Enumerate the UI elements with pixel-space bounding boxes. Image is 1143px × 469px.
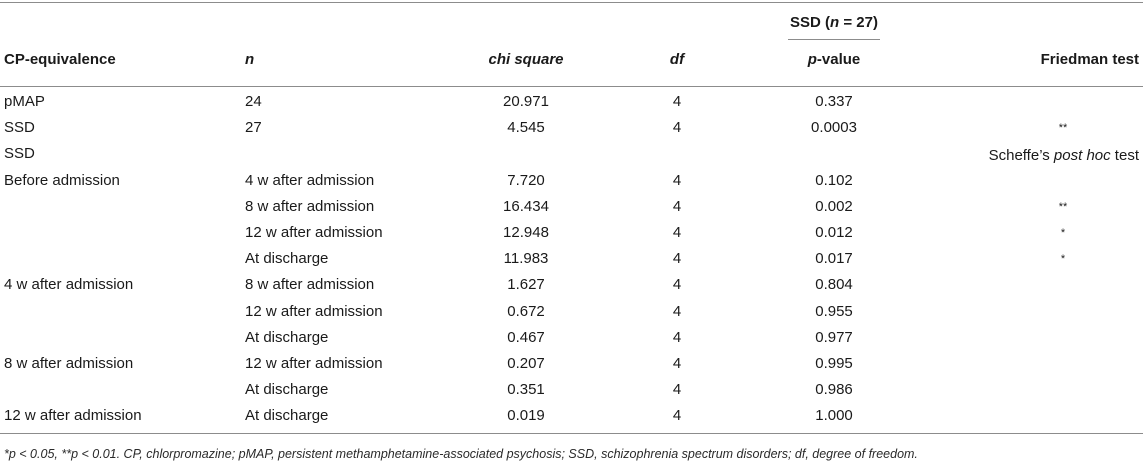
cell-df: 4 [672,198,682,215]
cell-n: 12 w after admission [245,224,383,241]
cell-p: 0.995 [815,355,853,372]
cell-chi: 4.545 [507,119,545,136]
cell-n: 8 w after admission [245,276,375,293]
cell-n: At discharge [245,407,329,424]
group-header [790,14,878,32]
cell-sig: * [1060,253,1066,265]
cell-df: 4 [672,381,682,398]
cell-p: 0.0003 [811,119,857,136]
cell-cp: pMAP [4,93,45,110]
group-header-n: n [830,14,840,31]
cell-chi: 0.351 [507,381,545,398]
cell-n: At discharge [245,329,329,346]
cell-cp: SSD [4,145,35,162]
footnote: *p < 0.05, **p < 0.01. CP, chlorpromazine; pMAP, persistent methamphetamine-associated psychosis; SSD, schizophrenia spectrum disorders; df, degree of freedom. [4,447,918,461]
cell-p: 0.012 [815,224,853,241]
cell-sig: * [1060,227,1066,239]
cell-n: 12 w after admission [245,303,383,320]
group-header-underline [788,39,880,40]
cell-chi: 16.434 [503,198,549,215]
header-rule [0,86,1143,87]
col-header-df-text: df [669,51,685,68]
cell-chi: 0.207 [507,355,545,372]
cell-chi: 0.467 [507,329,545,346]
group-header-tail: = 27) [839,14,878,31]
top-rule [0,2,1143,3]
group-header-text: SSD ( [790,14,831,31]
bottom-rule [0,433,1143,434]
cell-df: 4 [672,93,682,110]
cell-df: 4 [672,250,682,267]
cell-chi: 0.672 [507,303,545,320]
col-header-chi [488,51,563,69]
cell-chi: 7.720 [507,172,545,189]
col-header-df [670,51,684,69]
col-header-cp: CP-equivalence [4,51,116,68]
cell-p: 0.337 [815,93,853,110]
cell-df: 4 [672,303,682,320]
cell-df: 4 [672,172,682,189]
cell-p: 0.986 [815,381,853,398]
cell-n: 24 [245,93,262,110]
scheffe-suffix: test [1110,147,1139,164]
col-header-chi-text: chi square [488,51,564,68]
cell-chi: 1.627 [507,276,545,293]
col-header-p-italic: p [807,51,817,68]
cell-chi: 11.983 [503,250,549,267]
cell-p: 1.000 [815,407,853,424]
cell-cp: SSD [4,119,35,136]
cell-n: 27 [245,119,262,136]
col-header-p [808,51,861,69]
col-header-test: Friedman test [1040,51,1139,68]
cell-cp: 12 w after admission [4,407,142,424]
cell-p: 0.102 [815,172,853,189]
cell-df: 4 [672,329,682,346]
scheffe-label [989,147,1139,165]
cell-df: 4 [672,407,682,424]
cell-sig: ** [1058,201,1068,213]
cell-p: 0.017 [815,250,853,267]
cell-df: 4 [672,119,682,136]
scheffe-italic: post hoc [1053,147,1111,164]
cell-chi: 0.019 [507,407,545,424]
cell-sig: ** [1058,122,1068,134]
cell-df: 4 [672,224,682,241]
cell-cp: 4 w after admission [4,276,134,293]
col-header-n [245,51,254,69]
cell-p: 0.804 [815,276,853,293]
cell-df: 4 [672,276,682,293]
cell-p: 0.977 [815,329,853,346]
cell-chi: 12.948 [503,224,549,241]
cell-n: 4 w after admission [245,172,375,189]
cell-p: 0.002 [815,198,853,215]
cell-n: At discharge [245,250,329,267]
col-header-n-text: n [245,51,255,68]
cell-chi: 20.971 [503,93,549,110]
col-header-p-suffix: -value [816,51,861,68]
cell-n: At discharge [245,381,329,398]
cell-n: 8 w after admission [245,198,375,215]
cell-df: 4 [672,355,682,372]
scheffe-prefix: Scheffe’s [988,147,1054,164]
cell-cp: 8 w after admission [4,355,134,372]
cell-p: 0.955 [815,303,853,320]
cell-n: 12 w after admission [245,355,383,372]
cell-cp: Before admission [4,172,120,189]
